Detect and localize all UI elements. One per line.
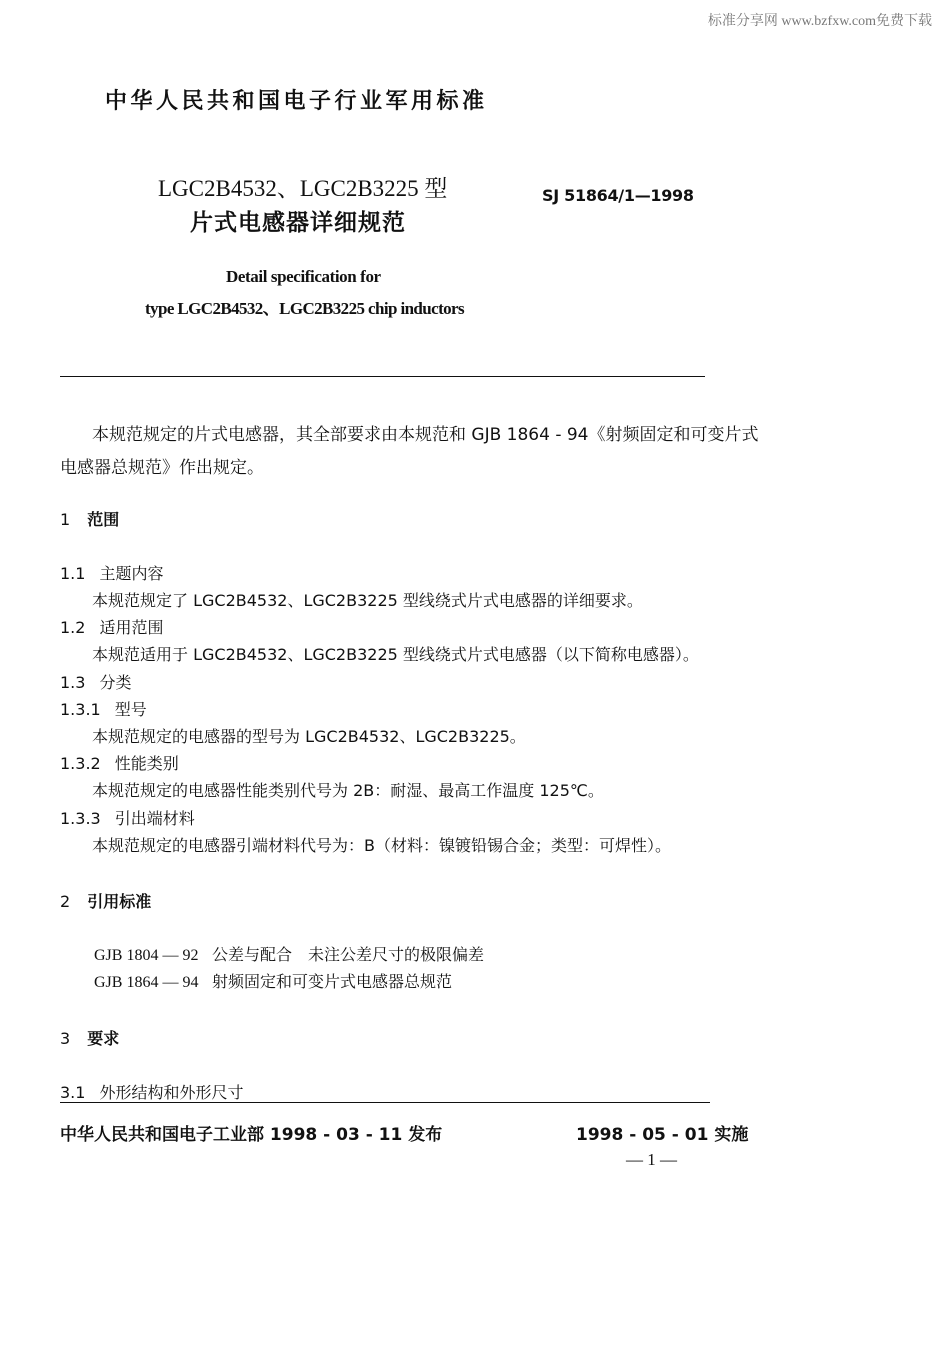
section-3-heading (60, 1026, 119, 1049)
section-1-1-text: 本规范规定了 LGC2B4532、LGC2B3225 型线绕式片式电感器的详细要求。 (92, 591, 643, 610)
section-number: 1.3.3 (60, 809, 101, 828)
reference-name: 公差与配合 未注公差尺寸的极限偏差 (212, 945, 485, 964)
section-title: 分类 (99, 673, 132, 692)
section-1-heading (60, 507, 119, 530)
reference-code: GJB 1864 — 94 (94, 974, 199, 991)
issue-date: 中华人民共和国电子工业部 1998 - 03 - 11 发布 (60, 1125, 443, 1145)
section-1-3-heading (60, 670, 131, 693)
section-title: 性能类别 (114, 754, 179, 773)
header-divider (60, 376, 705, 377)
section-title: 范围 (87, 510, 120, 529)
section-title: 外形结构和外形尺寸 (99, 1083, 244, 1102)
english-title-line2: type LGC2B4532、LGC2B3225 chip inductors (145, 299, 464, 318)
intro-line2: 电感器总规范》作出规定。 (60, 458, 264, 478)
section-number: 1.3.2 (60, 754, 101, 773)
section-title: 型号 (114, 700, 147, 719)
section-title: 引出端材料 (114, 809, 195, 828)
page-number: — 1 — (626, 1150, 677, 1169)
section-number: 1 (60, 510, 71, 529)
reference-row (94, 942, 484, 965)
section-number: 1.1 (60, 564, 86, 583)
section-number: 1.3 (60, 673, 86, 692)
section-1-2-heading (60, 615, 163, 638)
section-1-3-2-text: 本规范规定的电感器性能类别代号为 2B：耐湿、最高工作温度 125℃。 (92, 781, 604, 800)
section-1-3-1-text: 本规范规定的电感器的型号为 LGC2B4532、LGC2B3225。 (92, 727, 526, 746)
english-title-line1: Detail specification for (226, 267, 381, 286)
doc-title-line2: 片式电感器详细规范 (190, 210, 406, 236)
reference-name: 射频固定和可变片式电感器总规范 (212, 972, 453, 991)
standard-category: 中华人民共和国电子行业军用标准 (105, 89, 488, 114)
doc-title-line1: LGC2B4532、LGC2B3225 型 (158, 176, 448, 201)
section-title: 要求 (87, 1029, 120, 1048)
section-number: 1.3.1 (60, 700, 101, 719)
section-title: 引用标准 (87, 892, 152, 911)
section-number: 1.2 (60, 618, 86, 637)
section-2-heading (60, 889, 151, 912)
reference-row (94, 969, 452, 992)
section-title: 主题内容 (99, 564, 164, 583)
section-1-3-3-heading (60, 806, 195, 829)
effective-date: 1998 - 05 - 01 实施 (576, 1125, 749, 1145)
section-1-3-1-heading (60, 697, 147, 720)
section-title: 适用范围 (99, 618, 164, 637)
footer-divider (60, 1102, 710, 1103)
intro-line1: 本规范规定的片式电感器，其全部要求由本规范和 GJB 1864 - 94《射频固定和可变片式 (92, 425, 759, 445)
section-number: 3.1 (60, 1083, 86, 1102)
section-1-3-3-text: 本规范规定的电感器引端材料代号为：B（材料：镍镀铅锡合金；类型：可焊性）。 (92, 836, 671, 855)
standard-number: SJ 51864/1—1998 (542, 186, 694, 205)
section-3-1-heading (60, 1080, 243, 1103)
section-1-2-text: 本规范适用于 LGC2B4532、LGC2B3225 型线绕式片式电感器（以下简称电感器）。 (92, 645, 699, 664)
section-1-3-2-heading (60, 751, 179, 774)
section-number: 3 (60, 1029, 71, 1048)
reference-code: GJB 1804 — 92 (94, 947, 199, 964)
watermark: 标准分享网 www.bzfxw.com免费下载 (707, 14, 932, 29)
section-1-1-heading (60, 561, 163, 584)
section-number: 2 (60, 892, 71, 911)
